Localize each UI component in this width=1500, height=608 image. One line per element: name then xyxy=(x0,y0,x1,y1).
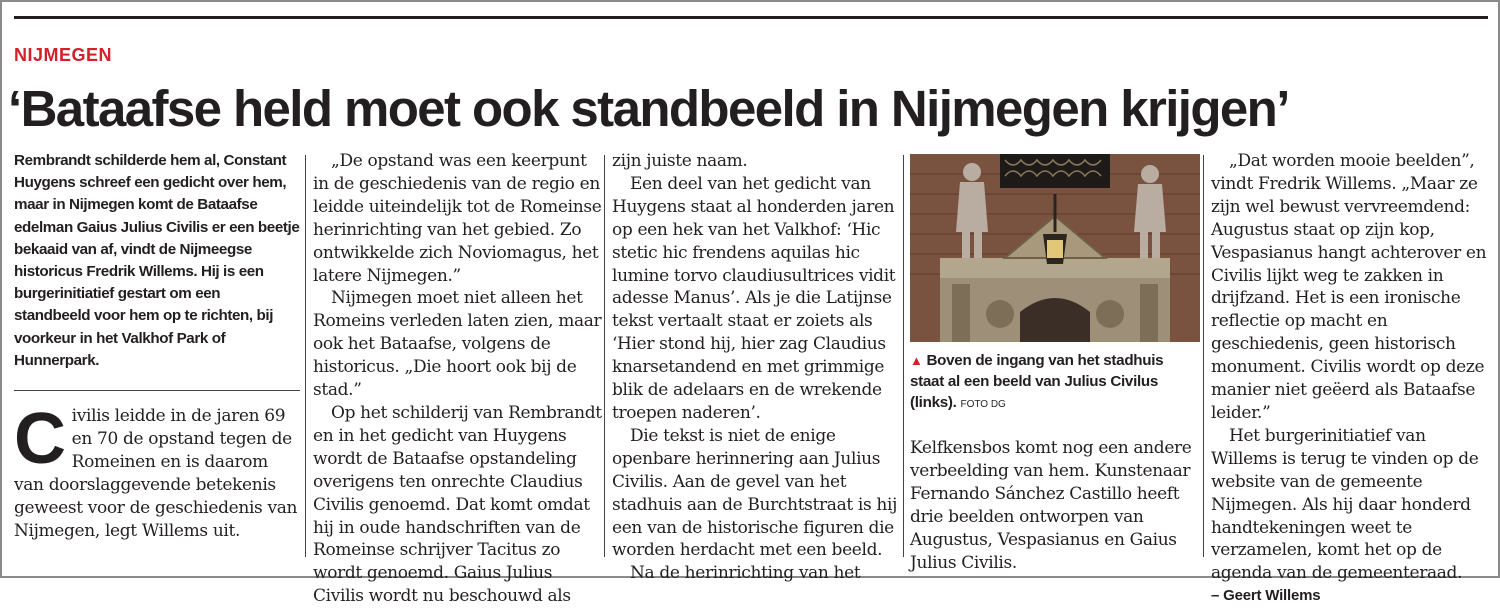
intro-paragraph: Rembrandt schilderde hem al, Constant Huygens schreef een gedicht over hem, maar in Nijmegen komt de Bataafse edelman Gaius Julius Civilis er een beetje bekaaid van af, vindt de Nijmeegse historicus Fredrik Willems. Hij is een burgerinitiatief gestart om een standbeeld voor hem op te richten, bij voorkeur in het Valkhof Park of Hunnerpark. xyxy=(14,152,300,369)
body-paragraph: Kelfkensbos komt nog een andere verbeelding van hem. Kunstenaar Fernando Sánchez Castillo heeft drie beelden ontworpen van Augustus, Vespasianus en Gaius Julius Civilis. xyxy=(910,438,1192,573)
body-paragraph: „Dat worden mooie beelden”, vindt Fredrik Willems. „Maar ze zijn wel bewust vervreemdend: Augustus staat op zijn kop, Vespasianus hangt achterover en Civilis lijkt weg te zakken in drijfzand. Het is een ironische reflectie op macht en geschiedenis, geen historisch monument. Civilis wordt op deze manier niet geëerd als Bataafse leider.” xyxy=(1211,151,1487,423)
body-start xyxy=(14,399,300,542)
drop-cap: C xyxy=(14,399,66,480)
body-paragraph: Op het schilderij van Rembrandt en in het gedicht van Huygens wordt de Bataafse opstandeling overigens ten onrechte Claudius Civilis genoemd. Dat komt omdat hij in oude handschriften van de Romeinse schrijver Tacitus zo wordt genoemd. Gaius Julius Civilis wordt nu beschouwd als xyxy=(313,402,602,607)
body-paragraph: Een deel van het gedicht van Huygens staat al honderden jaren op een hek van het Valkhof: ‘Hic stetic hic frendens aquilas hic lumine torvo claudiusultrices vidit adesse Manus’. Als je die Latijnse tekst vertaalt staat er zoiets als ‘Hier stond hij, hier zag Claudius knarsetandend en met grimmige blik de adelaars en de wrekende troepen naderen’. xyxy=(612,173,896,423)
body-paragraph: ivilis leidde in de jaren 69 en 70 de opstand tegen de Romeinen en is daarom van doorslaggevende betekenis geweest voor de geschiedenis van Nijmegen, legt Willems uit. xyxy=(14,406,298,541)
headline: ‘Bataafse held moet ook standbeeld in Nijmegen krijgen’ xyxy=(8,80,1289,137)
column-divider xyxy=(1203,155,1204,557)
author-byline: – Geert Willems xyxy=(1211,587,1321,605)
column-1 xyxy=(14,150,300,542)
photo-caption xyxy=(910,350,1200,415)
caption-text: Boven de ingang van het stadhuis staat al een beeld van Julius Civilus (links). xyxy=(910,352,1164,411)
body-paragraph: Na de herinrichting van het xyxy=(630,563,861,584)
intro-divider xyxy=(14,390,300,391)
caption-triangle-icon: ▲ xyxy=(910,353,923,368)
column-3 xyxy=(612,150,900,585)
body-paragraph: Het burgerinitiatief van Willems is terug te vinden op de website van de gemeente Nijmegen. Als hij daar honderd handtekeningen weet te verzamelen, komt het op de agenda van de gemeenteraad. xyxy=(1211,425,1479,584)
stadhuis-photo xyxy=(910,154,1200,342)
column-divider xyxy=(903,155,904,557)
stadhuis-facade-illustration xyxy=(910,154,1200,342)
column-2 xyxy=(313,150,603,608)
body-paragraph: „De opstand was een keerpunt in de geschiedenis van de regio en leidde uiteindelijk tot de Romeinse herinrichting van het gebied. Zo ontwikkelde zich Noviomagus, het latere Nijmegen.” xyxy=(313,151,602,286)
column-divider xyxy=(604,155,605,557)
body-paragraph: Nijmegen moet niet alleen het Romeins verleden laten zien, maar ook het Bataafse, volgens de historicus. „Die hoort ook bij de stad.” xyxy=(313,288,602,401)
section-kicker: NIJMEGEN xyxy=(14,45,113,65)
column-5 xyxy=(1211,150,1494,608)
photo-credit: FOTO DG xyxy=(960,399,1006,410)
top-rule xyxy=(14,16,1488,19)
column-divider xyxy=(305,155,306,557)
body-paragraph: Die tekst is niet de enige openbare herinnering aan Julius Civilis. Aan de gevel van het stadhuis aan de Burchtstraat is hij een van de historische figuren die worden herdacht met een beeld. xyxy=(612,425,898,561)
column-4 xyxy=(910,150,1200,574)
body-paragraph: zijn juiste naam. xyxy=(612,151,748,171)
